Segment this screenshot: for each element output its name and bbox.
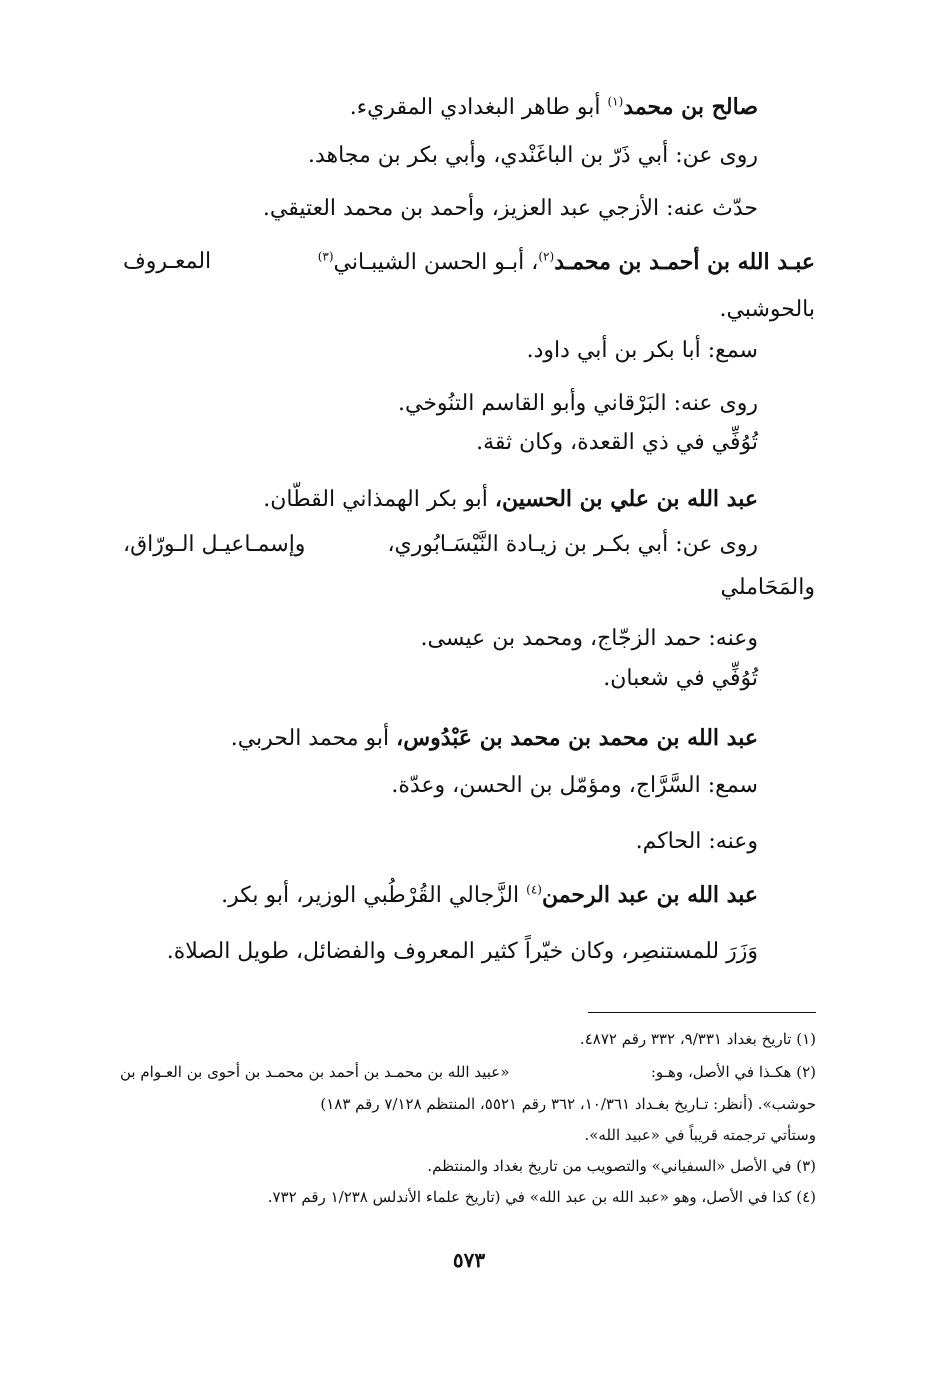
footnote-ref: (٢) (538, 249, 555, 264)
footnote (120, 1061, 816, 1083)
entry-name: صالح بن محمد (623, 94, 758, 120)
entry-name: عبد الله بن عبد الرحمن (541, 882, 758, 908)
entry-line: والمَحَاملي (720, 575, 815, 600)
label-narrated: روى عن: (675, 532, 758, 557)
entry-line: تُوُفِّي في شعبان. (603, 666, 758, 691)
entry-heading-main (318, 247, 815, 278)
entry-heading (263, 484, 758, 515)
narrator-name: وإسمـاعيـل الـورّاق، (123, 532, 306, 557)
entry-epithet: الزَّجالي القُرْطُبي الوزير، أبو بكر. (221, 883, 520, 908)
footnote-ref: (٣) (317, 249, 334, 264)
entry-line: حدّث عنه: الأزجي عبد العزيز، وأحمد بن محمد العتيقي. (262, 196, 758, 221)
entry-epithet: ، أبـو الحسن الشيبـاني (333, 250, 539, 275)
entry-line-main (387, 530, 758, 560)
footnote: (٣) في الأصل «السفياني» والتصويب من تاريخ بغداد والمنتظم. (427, 1157, 816, 1175)
entry-name: عبد الله بن محمد بن محمد بن عَبْدُوس، (396, 725, 758, 751)
entry-line: بالحوشبي. (719, 297, 815, 322)
footnote: (٤) كذا في الأصل، وهو «عبد الله بن عبد الله» في (تاريخ علماء الأندلس ١/٢٣٨ رقم ٧٣٢. (267, 1188, 816, 1206)
footnote-text: حوشب». (أنظر: تـاريخ بغـداد ١٠/٣٦١، ٣٦٢ رقم ٥٥٢١، المنتظم ٧/١٢٨ رقم ١٨٣) (320, 1095, 816, 1113)
footnote-ref: (٤) (526, 882, 542, 897)
entry-epithet: أبو بكر الهمذاني القطّان. (263, 487, 488, 512)
footnote-continuation (120, 1093, 816, 1115)
entry-line: وَزَرَ للمستنصِر، وكان خيّراً كثير المعروف والفضائل، طويل الصلاة. (166, 939, 758, 964)
footnote-quote: «عبيد الله بن محمـد بن أحمد بن محمـد بن أحوى بن العـوام بن (120, 1063, 510, 1081)
footnote-intro: (٢) هكـذا في الأصل، وهـو: (650, 1063, 816, 1081)
entry-line (123, 530, 758, 560)
entry-line: روى عنه: البَرْقاني وأبو القاسم التنُوخي. (397, 391, 758, 416)
entry-line: سمع: السَّرَّاج، ومؤمّل بن الحسن، وعدّة. (391, 773, 758, 798)
footnote: (١) تاريخ بغداد ٩/٣٣١، ٣٣٢ رقم ٤٨٧٢. (579, 1030, 816, 1048)
entry-heading (231, 723, 758, 754)
entry-name: عبـد الله بن أحمـد بن محمـد (554, 249, 815, 275)
entry-line: روى عن: أبي ذَرّ بن الباغَنْدي، وأبي بكر بن مجاهد. (307, 143, 758, 168)
entry-epithet: أبو طاهر البغدادي المقريء. (349, 95, 601, 120)
entry-line: تُوُفِّي في ذي القعدة، وكان ثقة. (476, 430, 758, 455)
entry-heading (123, 247, 815, 278)
entry-epithet-tail: المعـروف (123, 249, 212, 274)
page-number: ٥٧٣ (452, 1248, 486, 1272)
entry-line: وعنه: الحاكم. (635, 829, 758, 854)
entry-name: عبد الله بن علي بن الحسين، (494, 486, 758, 512)
entry-line: سمع: أبا بكر بن أبي داود. (526, 338, 758, 363)
entry-heading (221, 880, 758, 911)
narrator-name: أبي بكـر بن زيـادة النَّيْسَـابُوري، (387, 532, 669, 557)
entry-heading (350, 92, 758, 123)
entry-epithet: أبو محمد الحربي. (230, 726, 390, 751)
footnote-separator (588, 1012, 816, 1013)
footnote-continuation: وستأتي ترجمته قريباً في «عبيد الله». (584, 1126, 816, 1144)
entry-line: وعنه: حمد الزجّاج، ومحمد بن عيسى. (420, 626, 758, 651)
footnote-ref: (١) (607, 94, 624, 109)
